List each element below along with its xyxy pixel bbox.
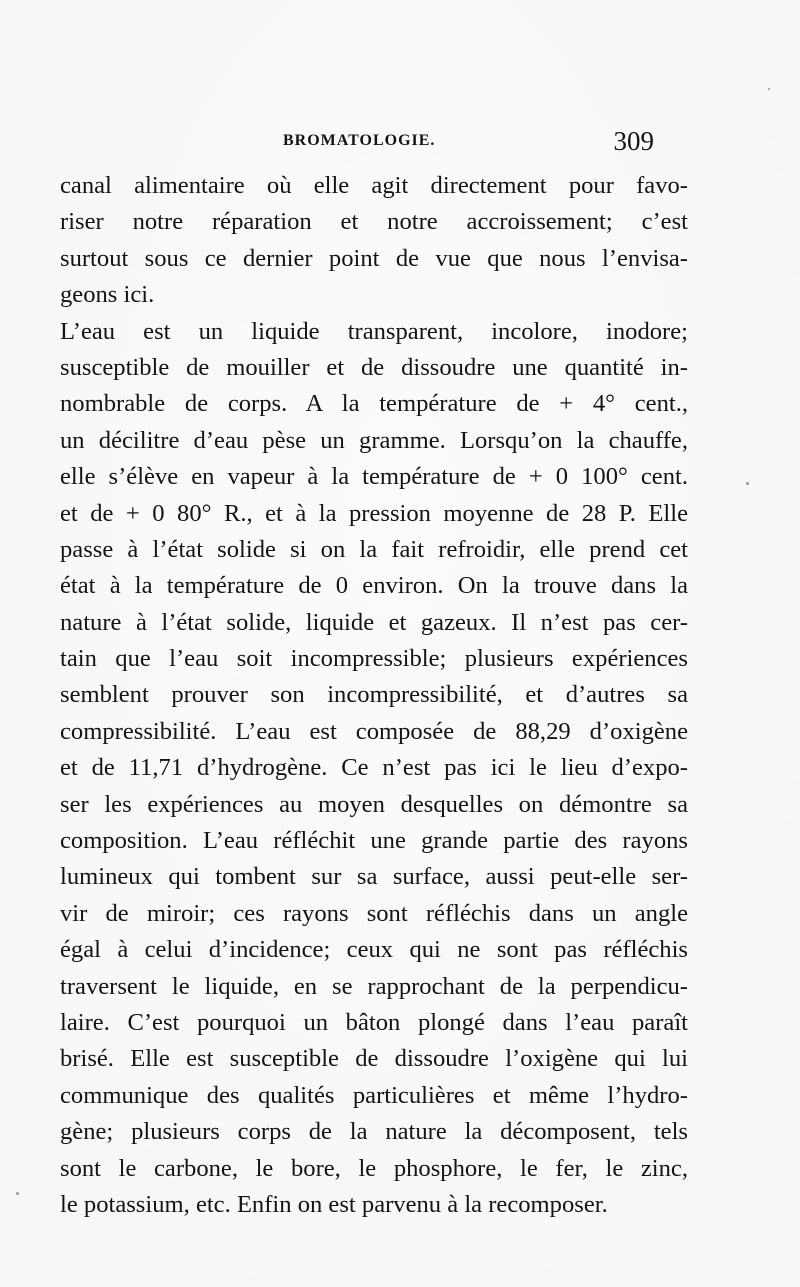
text-line: compressibilité. L’eau est composée de 88,29 d’oxigène bbox=[60, 717, 688, 745]
body-text bbox=[60, 168, 688, 1223]
page-header bbox=[0, 126, 800, 166]
text-line: égal à celui d’incidence; ceux qui ne sont pas réfléchis bbox=[60, 936, 688, 964]
text-line: le potassium, etc. Enfin on est parvenu à la recomposer. bbox=[60, 1190, 608, 1218]
paper-speck bbox=[16, 1192, 19, 1195]
text-line: ser les expériences au moyen desquelles on démontre sa bbox=[60, 790, 688, 818]
text-line: nombrable de corps. A la température de + 4° cent., bbox=[60, 390, 688, 418]
paper-speck bbox=[768, 88, 770, 90]
text-line: semblent prouver son incompressibilité, et d’autres sa bbox=[60, 681, 688, 709]
text-line: lumineux qui tombent sur sa surface, aussi peut-elle ser- bbox=[60, 863, 688, 891]
text-line: communique des qualités particulières et même l’hydro- bbox=[60, 1081, 688, 1109]
text-line: et de 11,71 d’hydrogène. Ce n’est pas ici le lieu d’expo- bbox=[60, 754, 688, 782]
text-line: susceptible de mouiller et de dissoudre une quantité in- bbox=[60, 353, 688, 381]
text-line: tain que l’eau soit incompressible; plusieurs expériences bbox=[60, 645, 688, 673]
page-number: 309 bbox=[613, 126, 654, 156]
text-line: gène; plusieurs corps de la nature la décomposent, tels bbox=[60, 1118, 688, 1146]
text-line: composition. L’eau réfléchit une grande partie des rayons bbox=[60, 827, 688, 855]
text-line: passe à l’état solide si on la fait refroidir, elle prend cet bbox=[60, 535, 688, 563]
text-line: un décilitre d’eau pèse un gramme. Lorsqu’on la chauffe, bbox=[60, 426, 688, 454]
paper-speck bbox=[746, 482, 749, 485]
text-line: geons ici. bbox=[60, 281, 155, 309]
text-line: traversent le liquide, en se rapprochant de la perpendicu- bbox=[60, 972, 688, 1000]
text-line: brisé. Elle est susceptible de dissoudre l’oxigène qui lui bbox=[60, 1045, 688, 1073]
text-line: L’eau est un liquide transparent, incolore, inodore; bbox=[60, 317, 688, 345]
text-line: état à la température de 0 environ. On la trouve dans la bbox=[60, 572, 688, 600]
running-title: BROMATOLOGIE. bbox=[283, 132, 436, 149]
text-line: riser notre réparation et notre accroissement; c’est bbox=[60, 208, 688, 236]
text-line: sont le carbone, le bore, le phosphore, le fer, le zinc, bbox=[60, 1154, 688, 1182]
text-line: canal alimentaire où elle agit directement pour favo- bbox=[60, 172, 688, 199]
text-line: elle s’élève en vapeur à la température de + 0 100° cent. bbox=[60, 463, 688, 491]
text-line: et de + 0 80° R., et à la pression moyenne de 28 P. Elle bbox=[60, 499, 688, 527]
text-line: nature à l’état solide, liquide et gazeux. Il n’est pas cer- bbox=[60, 608, 688, 636]
text-line: vir de miroir; ces rayons sont réfléchis dans un angle bbox=[60, 899, 688, 927]
text-line: surtout sous ce dernier point de vue que nous l’envisa- bbox=[60, 244, 688, 272]
text-line: laire. C’est pourquoi un bâton plongé dans l’eau paraît bbox=[60, 1008, 688, 1036]
